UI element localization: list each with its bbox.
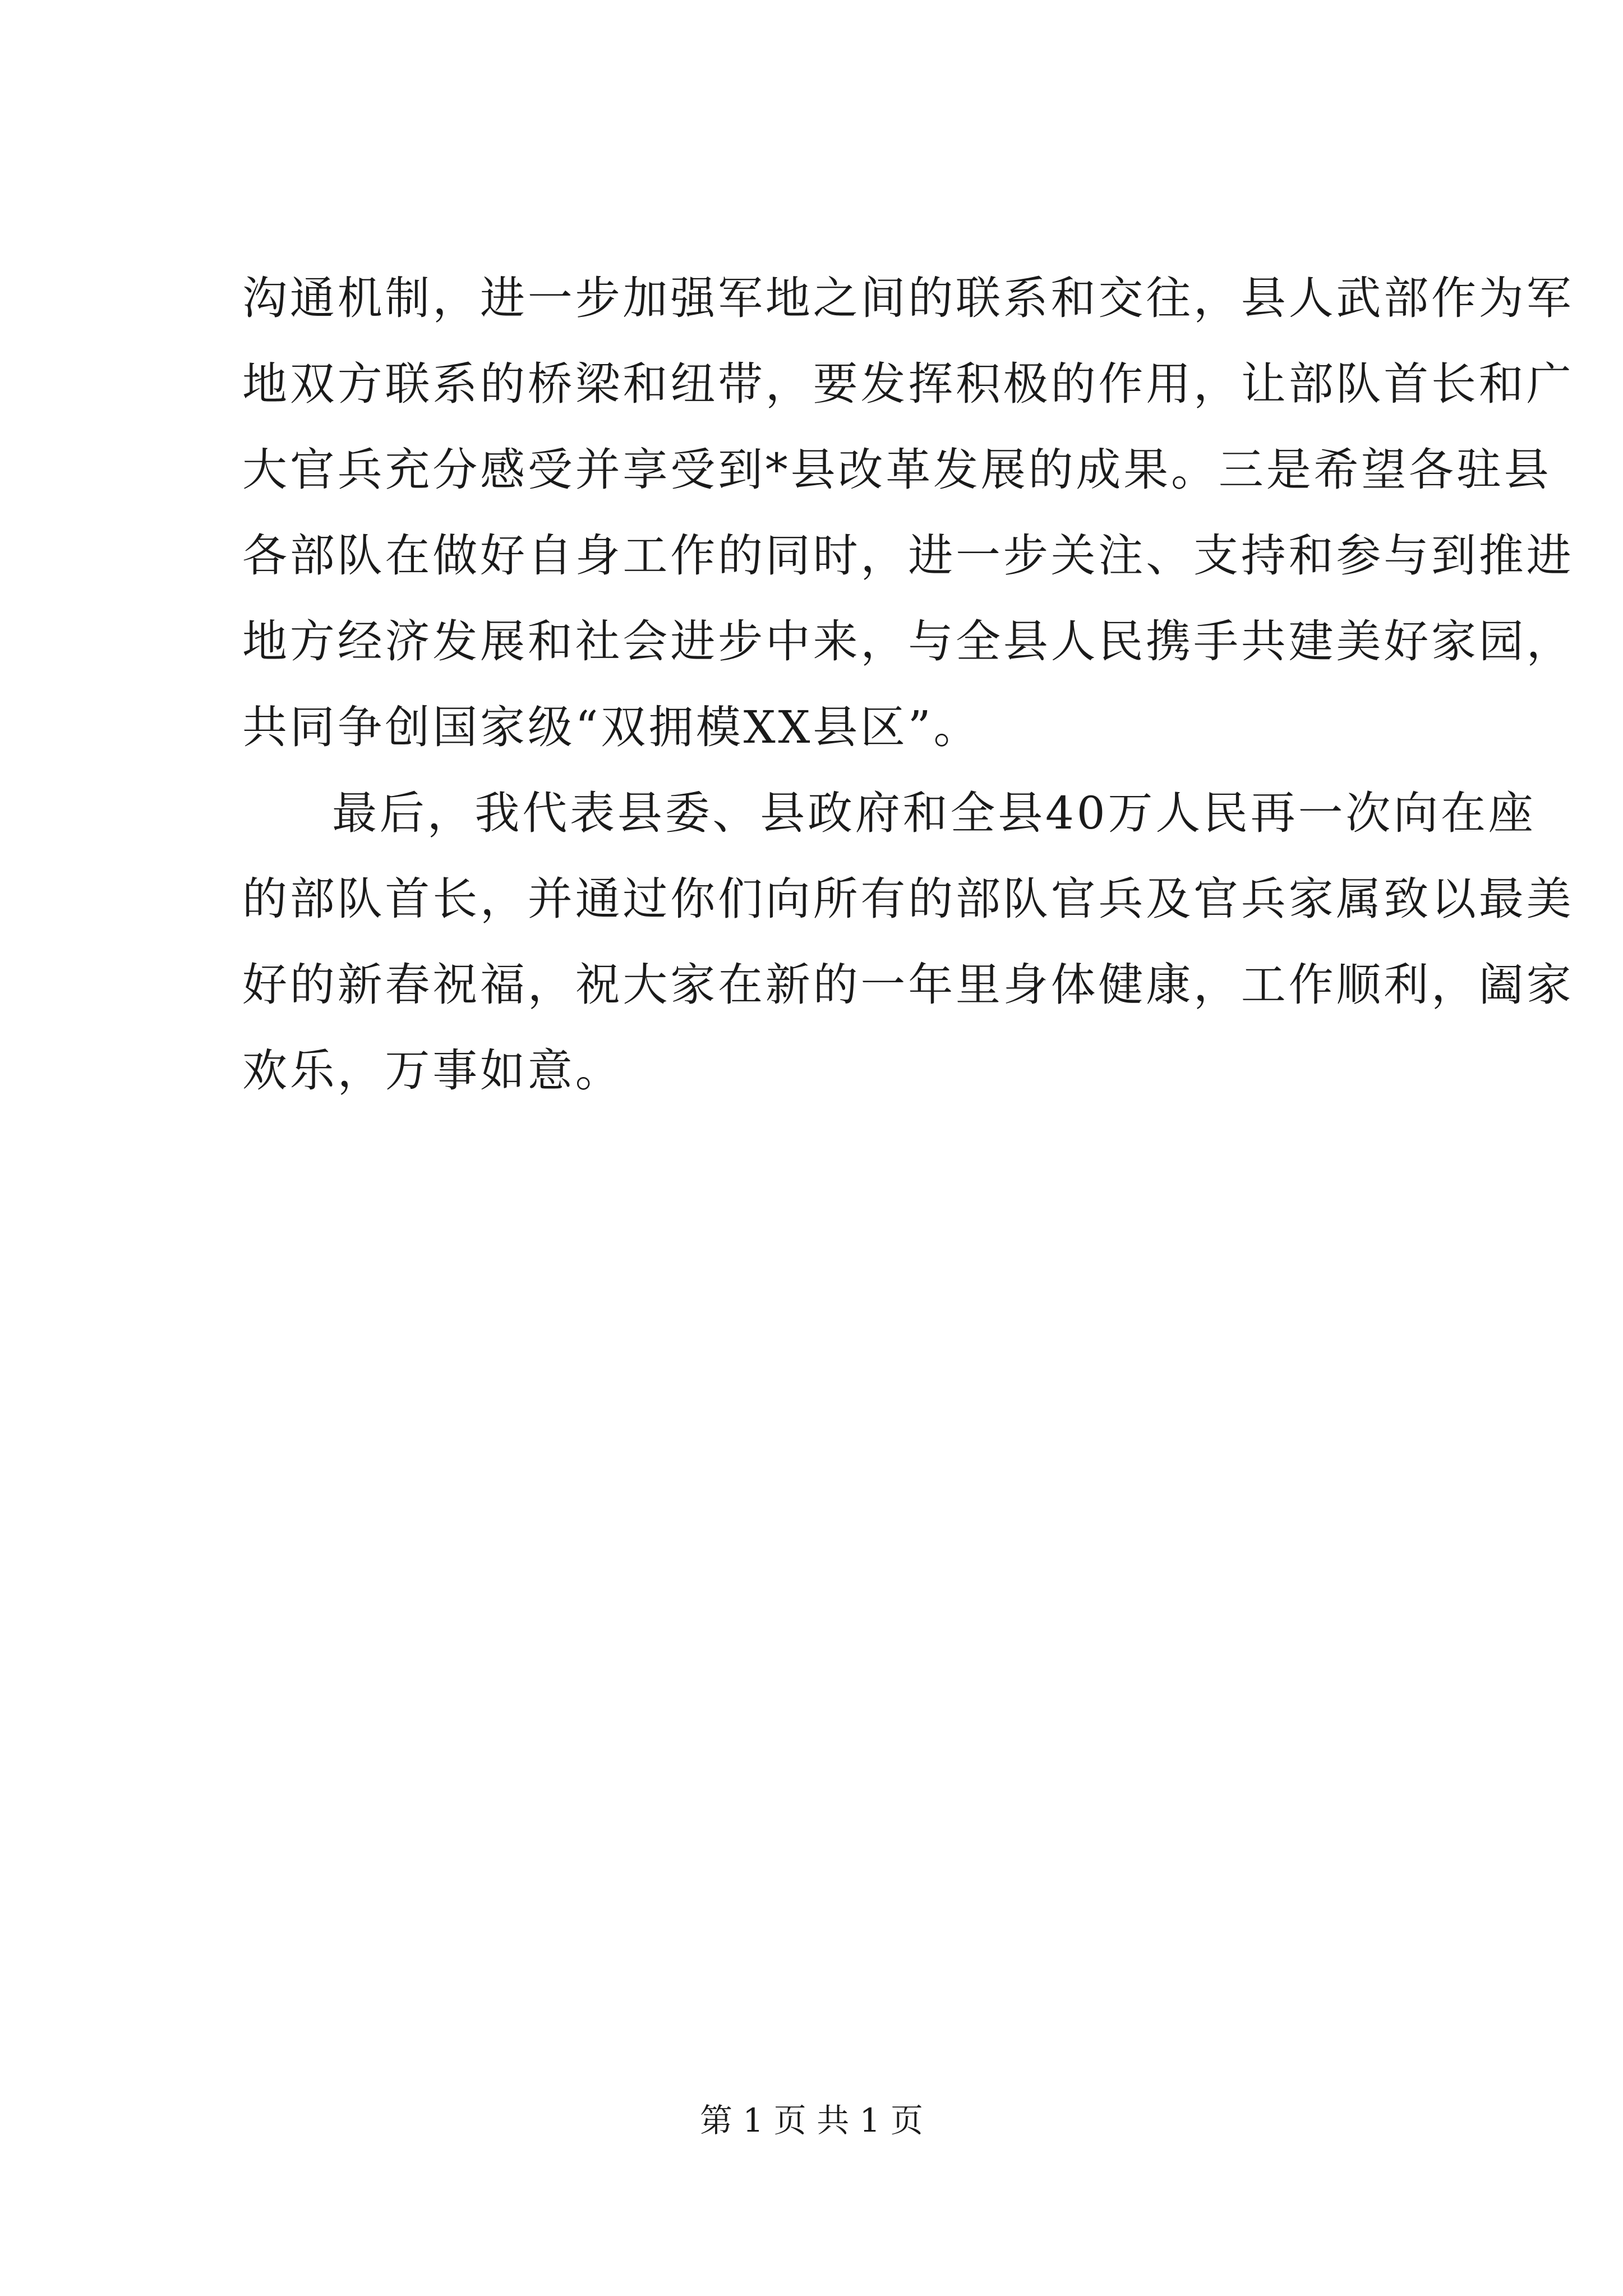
paragraph-line: 最后，我代表县委、县政府和全县40万人民再一次向在座 <box>332 787 1536 839</box>
paragraph-line: 的部队首长，并通过你们向所有的部队官兵及官兵家属致以最美 <box>242 873 1574 925</box>
page-footer: 第 1 页 共 1 页 <box>700 2101 923 2139</box>
paragraph-line: 各部队在做好自身工作的同时，进一步关注、支持和参与到推进 <box>242 530 1574 582</box>
paragraph-line: 共同争创国家级“双拥模XX县区”。 <box>242 701 981 753</box>
paragraph-line: 欢乐，万事如意。 <box>242 1045 623 1097</box>
paragraph-line: 沟通机制，进一步加强军地之间的联系和交往，县人武部作为军 <box>242 272 1574 324</box>
paragraph-line: 地方经济发展和社会进步中来，与全县人民携手共建美好家园， <box>242 615 1574 668</box>
paragraph-line: 好的新春祝福，祝大家在新的一年里身体健康，工作顺利，阖家 <box>242 959 1574 1011</box>
paragraph-line: 地双方联系的桥梁和纽带，要发挥积极的作用，让部队首长和广 <box>242 358 1574 410</box>
body-text <box>242 255 1574 1114</box>
paragraph-line: 大官兵充分感受并享受到*县改革发展的成果。三是希望各驻县 <box>242 444 1552 496</box>
